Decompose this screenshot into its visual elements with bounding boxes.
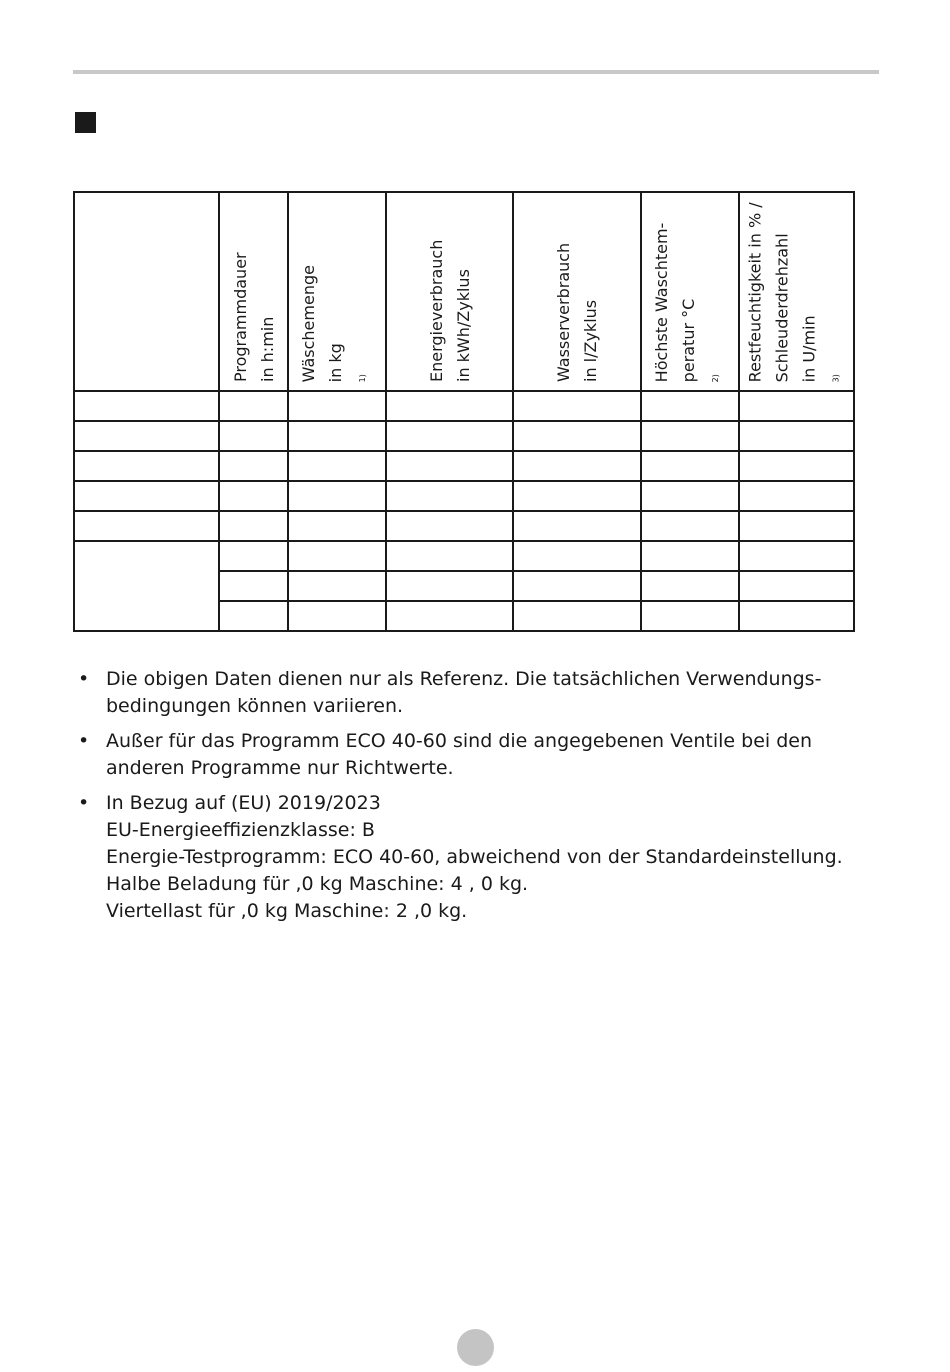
table-row [74, 541, 854, 571]
table-row [74, 481, 854, 511]
program-name-header-cell [74, 192, 219, 391]
page-number-badge [457, 1329, 494, 1366]
table-row [74, 451, 854, 481]
program-data-table [73, 191, 855, 632]
note-item: • In Bezug auf (EU) 2019/2023 EU-Energieeffizienzklasse: B Energie-Testprogramm: ECO 40-60, abweichend von der Standardeinstellung. Halbe Beladung für ,0 kg Maschine: 4 , 0 kg. Viertellast für ,0 kg Maschine: 2 ,0 kg. [78, 792, 843, 922]
table-row [74, 511, 854, 541]
section-marker-square [75, 112, 96, 133]
notes-list [78, 666, 878, 933]
bullet-icon: • [78, 730, 90, 752]
bullet-icon: • [78, 668, 90, 690]
table-header-row [74, 192, 854, 391]
header-restfeuchtigkeit: Restfeuchtigkeit in % / Schleuderdrehzahl in U/min $^{3)}$ [739, 192, 854, 391]
top-divider [73, 70, 879, 74]
bullet-icon: • [78, 792, 90, 814]
table-row [74, 391, 854, 421]
header-wasserverbrauch: Wasserverbrauch in l/Zyklus [513, 192, 641, 391]
header-hoechste-waschtemperatur: Höchste Waschtem- peratur °C $^{2)}$ [641, 192, 739, 391]
note-item: • Die obigen Daten dienen nur als Referenz. Die tatsächlichen Verwendungs- bedingungen können variieren. [78, 668, 822, 717]
note-item: • Außer für das Programm ECO 40-60 sind die angegebenen Ventile bei den anderen Programme nur Richtwerte. [78, 730, 812, 779]
header-waeschemenge: Wäschemenge in kg $^{1)}$ [288, 192, 386, 391]
table-row [74, 421, 854, 451]
header-energieverbrauch: Energieverbrauch in kWh/Zyklus [386, 192, 513, 391]
header-programmdauer: Programmdauer in h:min [219, 192, 288, 391]
